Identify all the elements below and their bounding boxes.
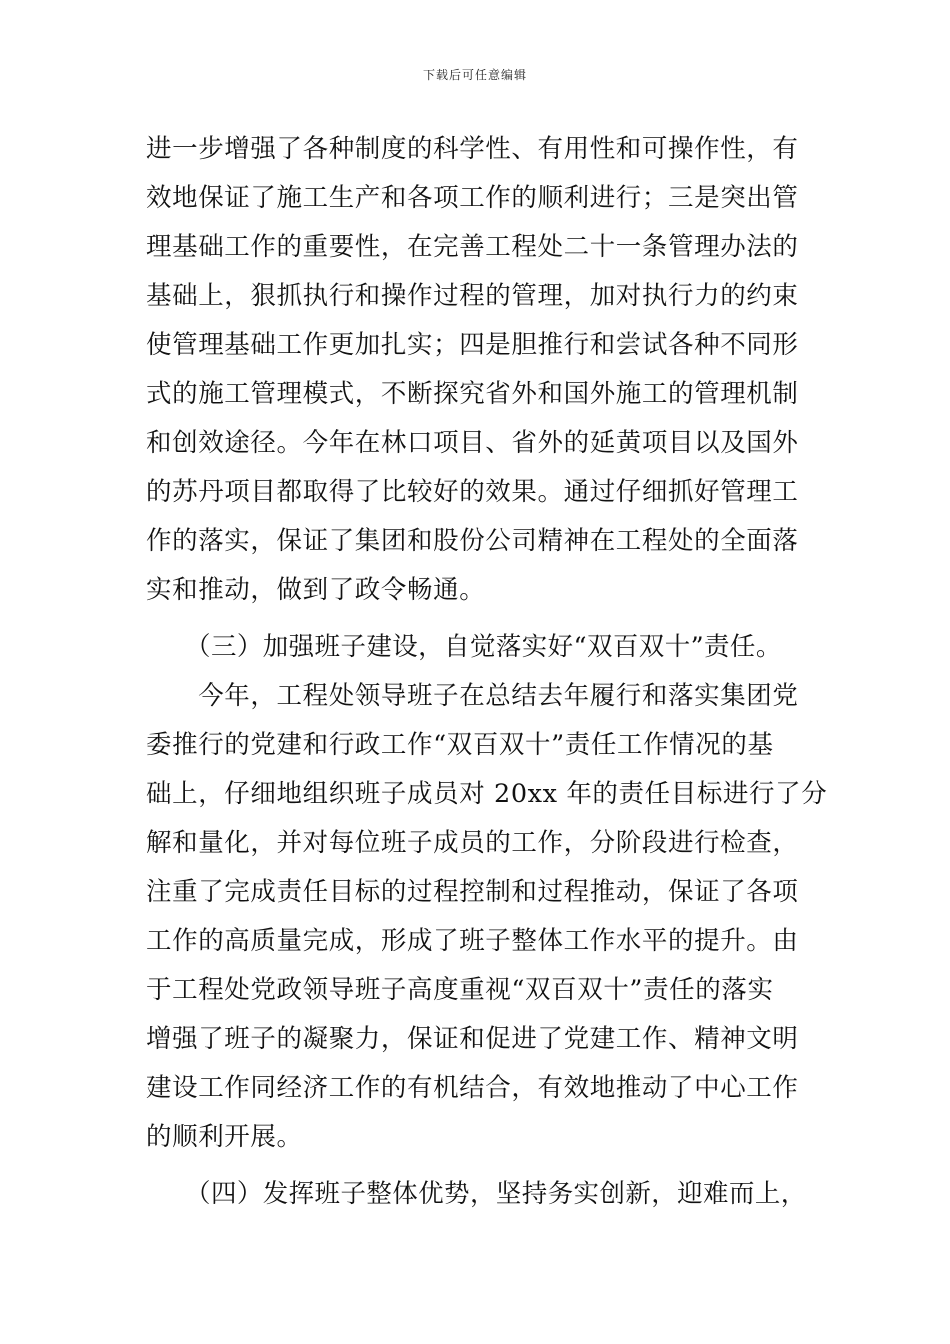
text-line: 实和推动，做到了政令畅通。 (146, 575, 486, 605)
text-line: 效地保证了施工生产和各项工作的顺利进行；三是突出管 (146, 183, 799, 213)
text-line: 和创效途径。今年在林口项目、省外的延黄项目以及国外 (146, 428, 799, 458)
text-line: 建设工作同经济工作的有机结合，有效地推动了中心工作 (146, 1073, 799, 1103)
text-line: 基础上，狠抓执行和操作过程的管理，加对执行力的约束 (146, 281, 799, 311)
text-line: 进一步增强了各种制度的科学性、有用性和可操作性，有 (146, 134, 799, 164)
text-line: 解和量化，并对每位班子成员的工作，分阶段进行检查， (146, 828, 799, 858)
text-line: 增强了班子的凝聚力，保证和促进了党建工作、精神文明 (146, 1024, 799, 1054)
text-line: 的苏丹项目都取得了比较好的效果。通过仔细抓好管理工 (146, 477, 799, 507)
text-line: 作的落实，保证了集团和股份公司精神在工程处的全面落 (146, 526, 799, 556)
text-line: 使管理基础工作更加扎实；四是胆推行和尝试各种不同形 (146, 330, 799, 360)
text-line: 的顺利开展。 (146, 1122, 303, 1152)
text-line: 于工程处党政领导班子高度重视“双百双十”责任的落实 (146, 975, 774, 1005)
text-line: 础上，仔细地组织班子成员对 20xx 年的责任目标进行了分 (146, 779, 828, 809)
text-line: 式的施工管理模式，不断探究省外和国外施工的管理机制 (146, 379, 799, 409)
text-line: 注重了完成责任目标的过程控制和过程推动，保证了各项 (146, 877, 799, 907)
section-heading: （三）加强班子建设，自觉落实好“双百双十”责任。 (146, 632, 782, 662)
text-line: 工作的高质量完成，形成了班子整体工作水平的提升。由 (146, 926, 799, 956)
section-heading: （四）发挥班子整体优势，坚持务实创新，迎难而上， (146, 1179, 807, 1209)
paragraph-first-line: 今年，工程处领导班子在总结去年履行和落实集团党 (146, 681, 799, 711)
page-header: 下载后可任意编辑 (422, 68, 527, 82)
text-line: 委推行的党建和行政工作“双百双十”责任工作情况的基 (146, 730, 774, 760)
text-line: 理基础工作的重要性，在完善工程处二十一条管理办法的 (146, 232, 799, 262)
